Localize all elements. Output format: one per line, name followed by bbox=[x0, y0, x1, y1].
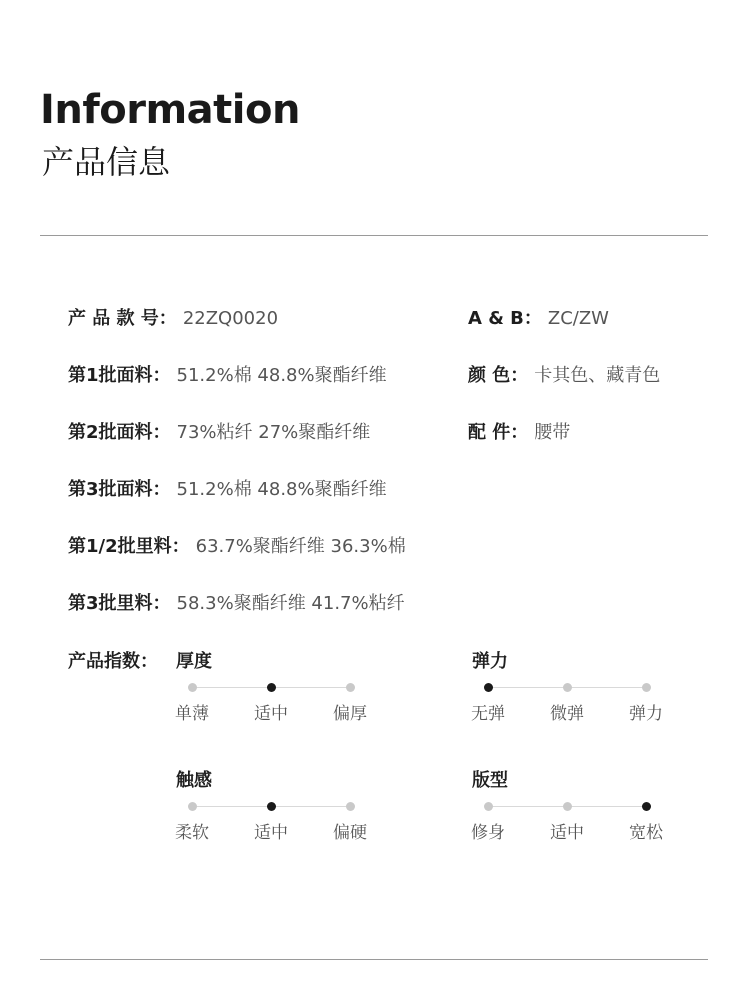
spec-color-label: 颜 色： bbox=[468, 365, 529, 386]
gauge-dot-unselected bbox=[346, 683, 355, 692]
gauge-option-label: 宽松 bbox=[629, 823, 663, 843]
spec-model bbox=[68, 304, 278, 330]
spec-lining12 bbox=[68, 532, 406, 558]
spec-ab-label: A & B： bbox=[468, 308, 542, 329]
gauge-dot-unselected bbox=[642, 683, 651, 692]
gauge-thickness-title: 厚度 bbox=[176, 651, 212, 672]
gauge-option-label: 柔软 bbox=[175, 823, 209, 843]
gauge-option-label: 偏硬 bbox=[333, 823, 367, 843]
gauge-dot-selected bbox=[642, 802, 651, 811]
spec-lining3 bbox=[68, 589, 405, 615]
spec-accessory-label: 配 件： bbox=[468, 422, 529, 443]
gauge-dot-unselected bbox=[346, 802, 355, 811]
spec-fabric2 bbox=[68, 418, 370, 444]
gauge-dot-selected bbox=[267, 683, 276, 692]
gauge-thickness bbox=[176, 647, 376, 727]
gauge-touch bbox=[176, 766, 376, 846]
gauge-dot-unselected bbox=[563, 683, 572, 692]
gauge-option-label: 适中 bbox=[254, 704, 288, 724]
spec-model-value: 22ZQ0020 bbox=[182, 308, 279, 329]
gauge-dot-unselected bbox=[188, 683, 197, 692]
spec-lining3-label: 第3批里料： bbox=[68, 593, 171, 614]
gauge-dot-unselected bbox=[484, 802, 493, 811]
spec-fabric1-label: 第1批面料： bbox=[68, 365, 171, 386]
spec-fabric3 bbox=[68, 475, 387, 501]
spec-ab bbox=[468, 304, 609, 330]
spec-model-label: 产 品 款 号： bbox=[68, 308, 177, 329]
gauge-touch-title: 触感 bbox=[176, 770, 212, 791]
spec-accessory-value: 腰带 bbox=[534, 422, 571, 443]
gauge-option-label: 弹力 bbox=[629, 704, 663, 724]
spec-ab-value: ZC/ZW bbox=[547, 308, 609, 329]
gauge-option-label: 偏厚 bbox=[333, 704, 367, 724]
spec-color-value: 卡其色、藏青色 bbox=[534, 365, 661, 386]
gauge-option-label: 适中 bbox=[254, 823, 288, 843]
spec-fabric2-value: 73%粘纤 27%聚酯纤维 bbox=[176, 422, 371, 443]
gauge-option-label: 适中 bbox=[550, 823, 584, 843]
gauge-option-label: 单薄 bbox=[175, 704, 209, 724]
top-divider bbox=[40, 235, 708, 236]
product-index-label: 产品指数： bbox=[68, 651, 158, 672]
gauge-option-label: 微弹 bbox=[550, 704, 584, 724]
gauge-fit bbox=[472, 766, 672, 846]
gauge-option-label: 修身 bbox=[471, 823, 505, 843]
gauge-dot-unselected bbox=[563, 802, 572, 811]
gauge-dot-selected bbox=[267, 802, 276, 811]
spec-lining12-label: 第1/2批里料： bbox=[68, 536, 190, 557]
spec-color bbox=[468, 361, 660, 387]
gauge-dot-unselected bbox=[188, 802, 197, 811]
spec-fabric3-value: 51.2%棉 48.8%聚酯纤维 bbox=[176, 479, 387, 500]
gauge-option-label: 无弹 bbox=[471, 704, 505, 724]
gauge-fit-title: 版型 bbox=[472, 770, 508, 791]
page-title-en: Information bbox=[40, 87, 300, 133]
bottom-divider bbox=[40, 959, 708, 960]
spec-fabric1 bbox=[68, 361, 387, 387]
spec-lining12-value: 63.7%聚酯纤维 36.3%棉 bbox=[195, 536, 406, 557]
gauge-elasticity bbox=[472, 647, 672, 727]
spec-lining3-value: 58.3%聚酯纤维 41.7%粘纤 bbox=[176, 593, 405, 614]
gauge-elasticity-title: 弹力 bbox=[472, 651, 508, 672]
page-title-cn: 产品信息 bbox=[42, 143, 171, 181]
spec-fabric1-value: 51.2%棉 48.8%聚酯纤维 bbox=[176, 365, 387, 386]
spec-fabric2-label: 第2批面料： bbox=[68, 422, 171, 443]
spec-fabric3-label: 第3批面料： bbox=[68, 479, 171, 500]
spec-accessory bbox=[468, 418, 570, 444]
gauge-dot-selected bbox=[484, 683, 493, 692]
